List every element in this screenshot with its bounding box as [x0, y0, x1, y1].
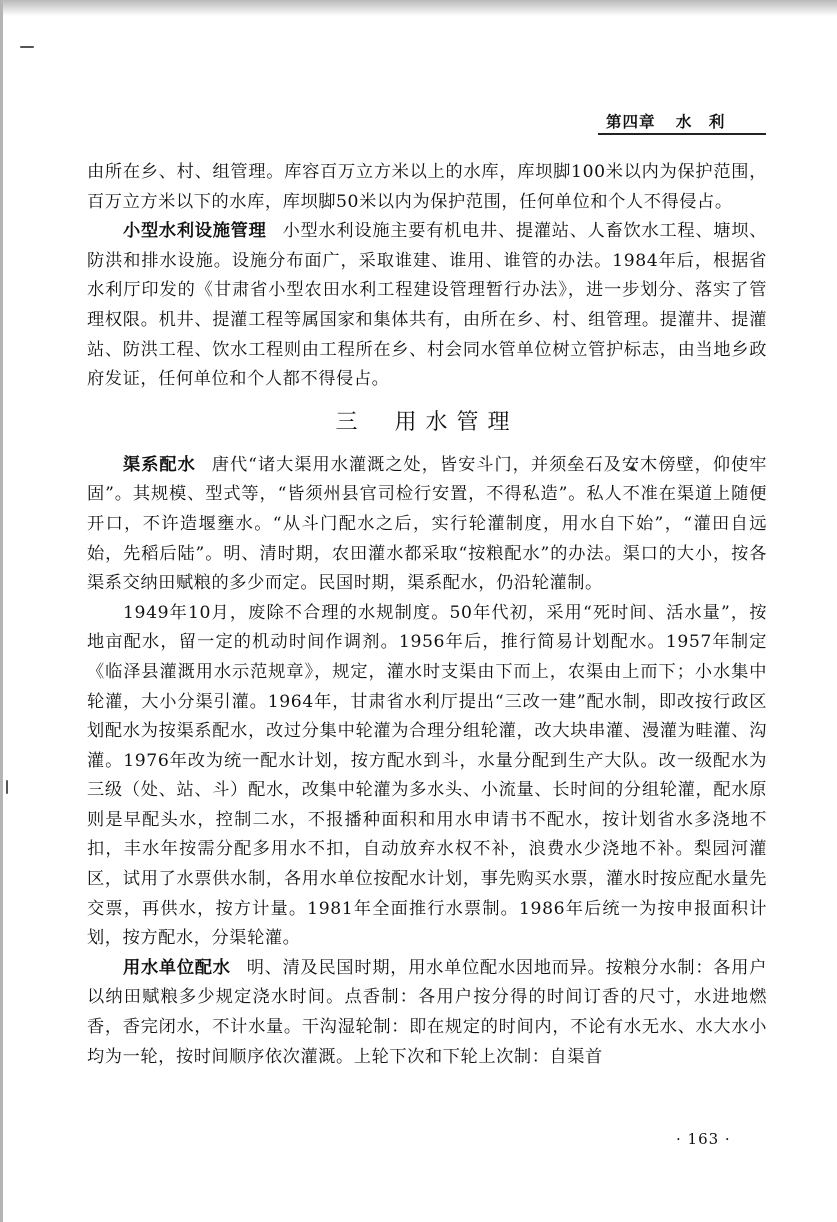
- paragraph-1949-reform: [87, 599, 767, 954]
- paragraph-lead: 用水单位配水: [123, 957, 231, 978]
- chapter-number: 第四章: [606, 112, 656, 131]
- paragraph-text: 由所在乡、村、组管理。库容百万立方米以上的水库，库坝脚100米以内为保护范围，百万立方米以下的水库，库坝脚50米以内为保护范围，任何单位和个人不得侵占。: [87, 162, 767, 212]
- scan-speck: [6, 780, 8, 794]
- paragraph-text: 1949年10月，废除不合理的水规制度。50年代初，采用“死时间、活水量”，按地亩配水，留一定的机动时间作调剂。1956年后，推行简易计划配水。1957年制定《临泽县灌溉用水示范规章》，规定，灌水时支渠由下而上，农渠由上而下；小水集中轮灌，大小分渠引灌。1964年，甘肃省水利厅提出“三改一建”配水制，即改按行政区划配水为按渠系配水，改过分集中轮灌为合理分组轮灌，改大块串灌、漫灌为畦灌、沟灌。1976年改为统一配水计划，按方配水到斗，水量分配到生产大队。改一级配水为三级（处、站、斗）配水，改集中轮灌为多水头、小流量、长时间的分组轮灌，配水原则是早配头水，控制二水，不报播种面积和用水申请书不配水，按计划省水多浇地不扣，丰水年按需分配多用水不扣，自动放弃水权不补，浪费水少浇地不补。梨园河灌区，试用了水票供水制，各用水单位按配水计划，事先购买水票，灌水时按应配水量先交票，再供水，按方计量。1981年全面推行水票制。1986年后统一为按申报面积计划，按方配水，分渠轮灌。: [87, 602, 767, 949]
- header-rule: [598, 133, 766, 135]
- paragraph-text: 唐代“诸大渠用水灌溉之处，皆安斗门，并须垒石及安木傍壁，仰使牢固”。其规模、型式等，“皆须州县官司检行安置，不得私造”。私人不准在渠道上随便开口，不许造堰壅水。“从斗门配水之后，实行轮灌制度，用水自下始”，“灌田自远始，先稻后陆”。明、清时期，农田灌水都采取“按粮配水”的办法。渠口的大小，按各渠系交纳田赋粮的多少而定。民国时期，渠系配水，仍沿轮灌制。: [87, 454, 767, 594]
- paragraph-lead: 小型水利设施管理: [123, 221, 267, 242]
- scan-edge-left: [0, 0, 3, 1222]
- scan-edge-top: [0, 0, 837, 16]
- running-header: [606, 110, 764, 132]
- paragraph-small-facilities: [87, 217, 767, 395]
- section-number: 三: [335, 409, 367, 435]
- paragraph-continued: [87, 158, 767, 217]
- paragraph-lead: 渠系配水: [123, 454, 196, 475]
- paragraph-text: 明、清及民国时期，用水单位配水因地而异。按粮分水制：各用户以纳田赋粮多少规定浇水时间。点香制：各用户按分得的时间订香的尺寸，水进地燃香，香完闭水，不计水量。干沟湿轮制：即在规定的时间内，不论有水无水、水大水小均为一轮，按时间顺序依次灌溉。上轮下次和下轮上次制：自渠首: [87, 957, 767, 1067]
- page-number: · 163 ·: [676, 1130, 731, 1148]
- section-title: 用水管理: [394, 409, 519, 435]
- paragraph-text: 小型水利设施主要有机电井、提灌站、人畜饮水工程、塘坝、防洪和排水设施。设施分布面广，采取谁建、谁用、谁管的办法。1984年后，根据省水利厅印发的《甘肃省小型农田水利工程建设管理暂行办法》，进一步划分、落实了管理权限。机井、提灌工程等属国家和集体共有，由所在乡、村、组管理。提灌井、提灌站、防洪工程、饮水工程则由工程所在乡、村会同水管单位树立管护标志，由当地乡政府发证，任何单位和个人都不得侵占。: [87, 221, 767, 390]
- page-body: [87, 158, 767, 1072]
- paragraph-canal-allocation: [87, 451, 767, 599]
- scan-speck: [20, 46, 34, 48]
- section-heading: [87, 405, 767, 441]
- paragraph-unit-allocation: [87, 954, 767, 1072]
- chapter-title: 水 利: [675, 112, 726, 131]
